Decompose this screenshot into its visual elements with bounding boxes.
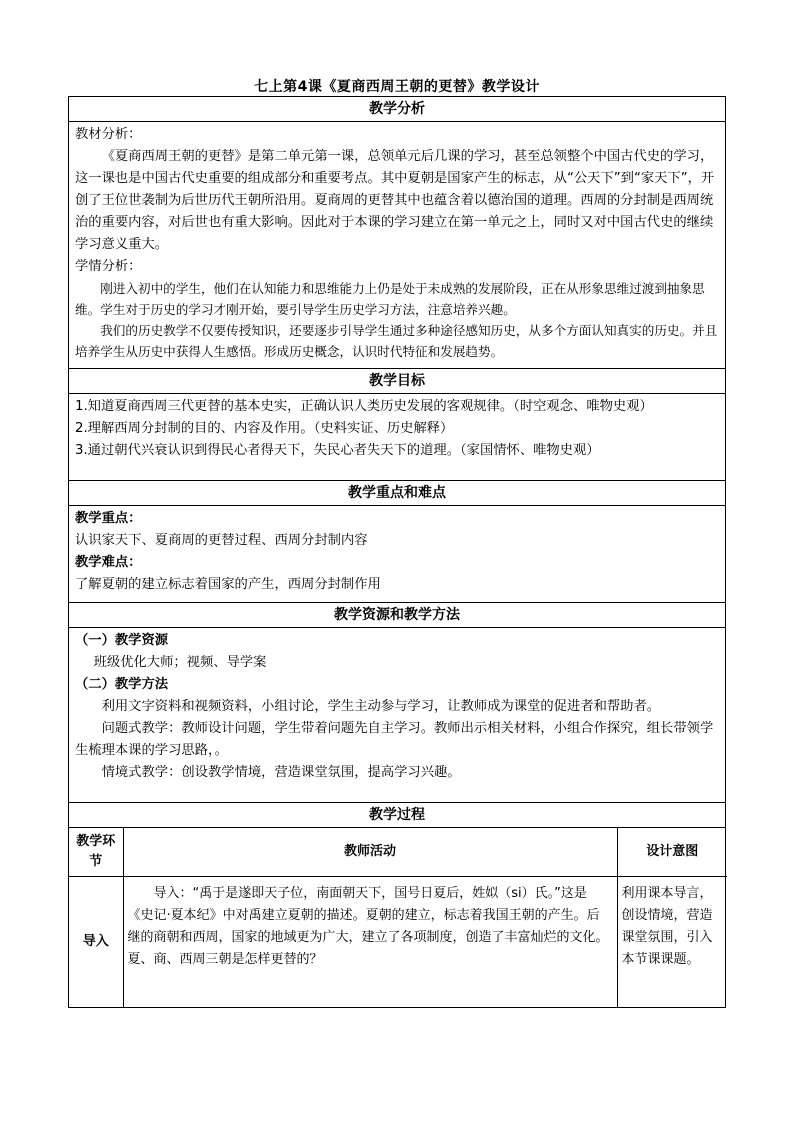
process-header-row — [69, 828, 727, 877]
textbook-analysis-text: 《夏商西周王朝的更替》是第二单元第一课，总领单元后几课的学习，甚至总领整个中国古代史的学习，这一课也是中国古代史重要的组成部分和重要考点。其中夏朝是国家产生的标志，从“公天下”到“家天下”，开创了王位世袭制为后世历代王朝所沿用。夏商周的更替其中也蕴含着以德治国的道理。西周的分封制是西周统治的重要内容，对后世也有重大影响。因此对于本课的学习建立在第一单元之上，同时又对中国古代史的继续学习意义重大。 — [75, 149, 715, 252]
resources-heading: 教学资源和教学方法 — [69, 603, 725, 628]
col-stage-header: 教学环节 — [69, 828, 123, 877]
methods-text-2: 问题式教学：教师设计问题，学生带着问题先自主学习。教师出示相关材料，小组合作探究，组长带领学生梳理本课的学习思路，。 — [75, 721, 714, 758]
focus-label: 教学重点： — [75, 511, 142, 526]
intent-cell: 利用课本导言，创设情境，营造课堂氛围，引入本节课课题。 — [617, 877, 727, 1008]
methods-text-1: 利用文字资料和视频资料，小组讨论，学生主动参与学习，让教师成为课堂的促进者和帮助者。 — [101, 699, 661, 714]
goal-item-3: 3.通过朝代兴衰认识到得民心者得天下，失民心者失天下的道理。（家国情怀、唯物史观） — [75, 443, 600, 458]
learner-analysis-label: 学情分析： — [75, 259, 142, 274]
methods-text-3: 情境式教学：创设教学情境，营造课堂氛围，提高学习兴趣。 — [101, 765, 461, 780]
keypoints-section — [69, 506, 725, 603]
col-intent-header: 设计意图 — [617, 828, 727, 877]
goals-heading: 教学目标 — [69, 369, 725, 394]
analysis-heading: 教学分析 — [69, 97, 725, 122]
goal-item-1: 1.知道夏商西周三代更替的基本史实，正确认识人类历史发展的客观规律。（时空观念、唯物史观） — [75, 399, 653, 414]
methods-label: （二）教学方法 — [75, 677, 169, 692]
analysis-section — [69, 122, 725, 369]
process-heading: 教学过程 — [69, 803, 725, 828]
learner-analysis-text-2: 我们的历史教学不仅要传授知识，还要逐步引导学生通过多种途径感知历史，从多个方面认知真实的历史。并且培养学生从历史中获得人生感悟。形成历史概念，认识时代特征和发展趋势。 — [75, 323, 718, 359]
stage-cell: 导入 — [69, 877, 123, 1008]
resources-text: 班级优化大师；视频、导学案 — [93, 655, 267, 670]
difficulty-label: 教学难点： — [75, 555, 142, 570]
learner-analysis-text-1: 刚进入初中的学生，他们在认知能力和思维能力上仍是处于未成熟的发展阶段，正在从形象思维过渡到抽象思维。学生对于历史的学习才刚开始，要引导学生历史学习方法，注意培养兴趣。 — [75, 281, 705, 317]
lesson-plan-table — [68, 96, 726, 1008]
resources-section — [69, 628, 725, 803]
difficulty-text: 了解夏朝的建立标志着国家的产生，西周分封制作用 — [75, 577, 381, 592]
keypoints-heading: 教学重点和难点 — [69, 481, 725, 506]
goals-section — [69, 394, 725, 481]
focus-text: 认识家天下、夏商周的更替过程、西周分封制内容 — [75, 533, 368, 548]
goal-item-2: 2.理解西周分封制的目的、内容及作用。（史料实证、历史解释） — [75, 421, 454, 436]
table-row — [69, 877, 727, 1008]
process-table — [69, 828, 727, 1007]
activity-cell: 导入：“禹于是遂即天子位，南面朝天下，国号日夏后，姓姒（si）氏。”这是《史记·夏本纪》中对禹建立夏朝的描述。夏朝的建立，标志着我国王朝的产生。后继的商朝和西周，国家的地域更为广大，建立了各项制度，创造了丰富灿烂的文化。夏、商、西周三朝是怎样更替的？ — [123, 877, 617, 1008]
textbook-analysis-label: 教材分析： — [75, 127, 142, 142]
resources-label: （一）教学资源 — [75, 633, 169, 648]
col-activity-header: 教师活动 — [123, 828, 617, 877]
document-title: 七上第4课《夏商西周王朝的更替》教学设计 — [254, 79, 540, 95]
